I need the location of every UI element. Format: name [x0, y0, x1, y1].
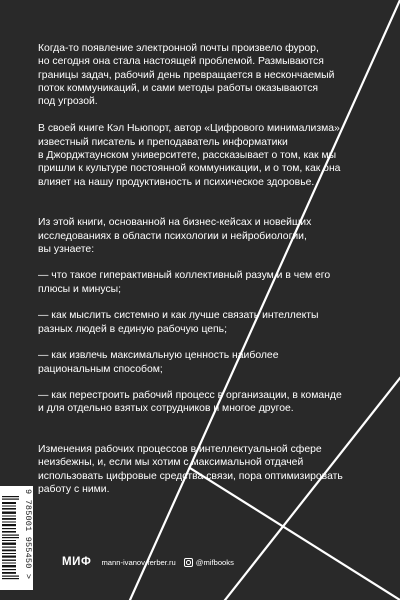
list-intro: Из этой книги, основанной на бизнес-кейсах и новейших исследованиях в области психологии и нейробиологии, вы узнаете:	[38, 217, 312, 255]
isbn-barcode	[0, 486, 33, 590]
list-item: — что такое гиперактивный коллективный разум и в чем его плюсы и минусы;	[38, 270, 331, 295]
paragraph-intro: Когда-то появление электронной почты произвело фурор, но сегодня она стала настоящей проблемой. Размываются границы задач, рабочий день превращается в нескончаемый поток коммуникаций, и сами методы работы оказываются под угрозой.	[38, 43, 335, 108]
social-handle-group	[184, 558, 234, 567]
paragraph-author: В своей книге Кэл Ньюпорт, автор «Цифрового минимализма», известный писатель и преподаватель информатики в Джорджтаунском университете, рассказывает о том, как мы пришли к культуре постоянной коммуникации, и о том, как она влияет на нашу продуктивность и психическое здоровье.	[38, 123, 343, 188]
publisher-logo: МИФ	[62, 556, 92, 568]
instagram-icon	[184, 558, 193, 567]
paragraph-conclusion: Изменения рабочих процессов в интеллектуальной сфере неизбежны, и, если мы хотим с максимальной отдачей использовать цифровые средства связи, пора оптимизировать работу с ними.	[38, 444, 343, 495]
barcode-digits: 9 785001 955450 >	[23, 489, 33, 580]
social-handle: @mifbooks	[195, 557, 234, 567]
publisher-footer	[62, 556, 234, 568]
publisher-website: mann-ivanov-ferber.ru	[101, 557, 176, 567]
list-item: — как извлечь максимальную ценность наиболее рациональным способом;	[38, 350, 279, 375]
list-item: — как мыслить системно и как лучше связать интеллекты разных людей в единую рабочую цепь;	[38, 310, 319, 335]
paragraph-list	[38, 203, 364, 429]
list-item: — как перестроить рабочий процесс в организации, в команде и для отдельно взятых сотрудников и многое другое.	[38, 390, 342, 415]
annotation-text	[38, 42, 364, 510]
